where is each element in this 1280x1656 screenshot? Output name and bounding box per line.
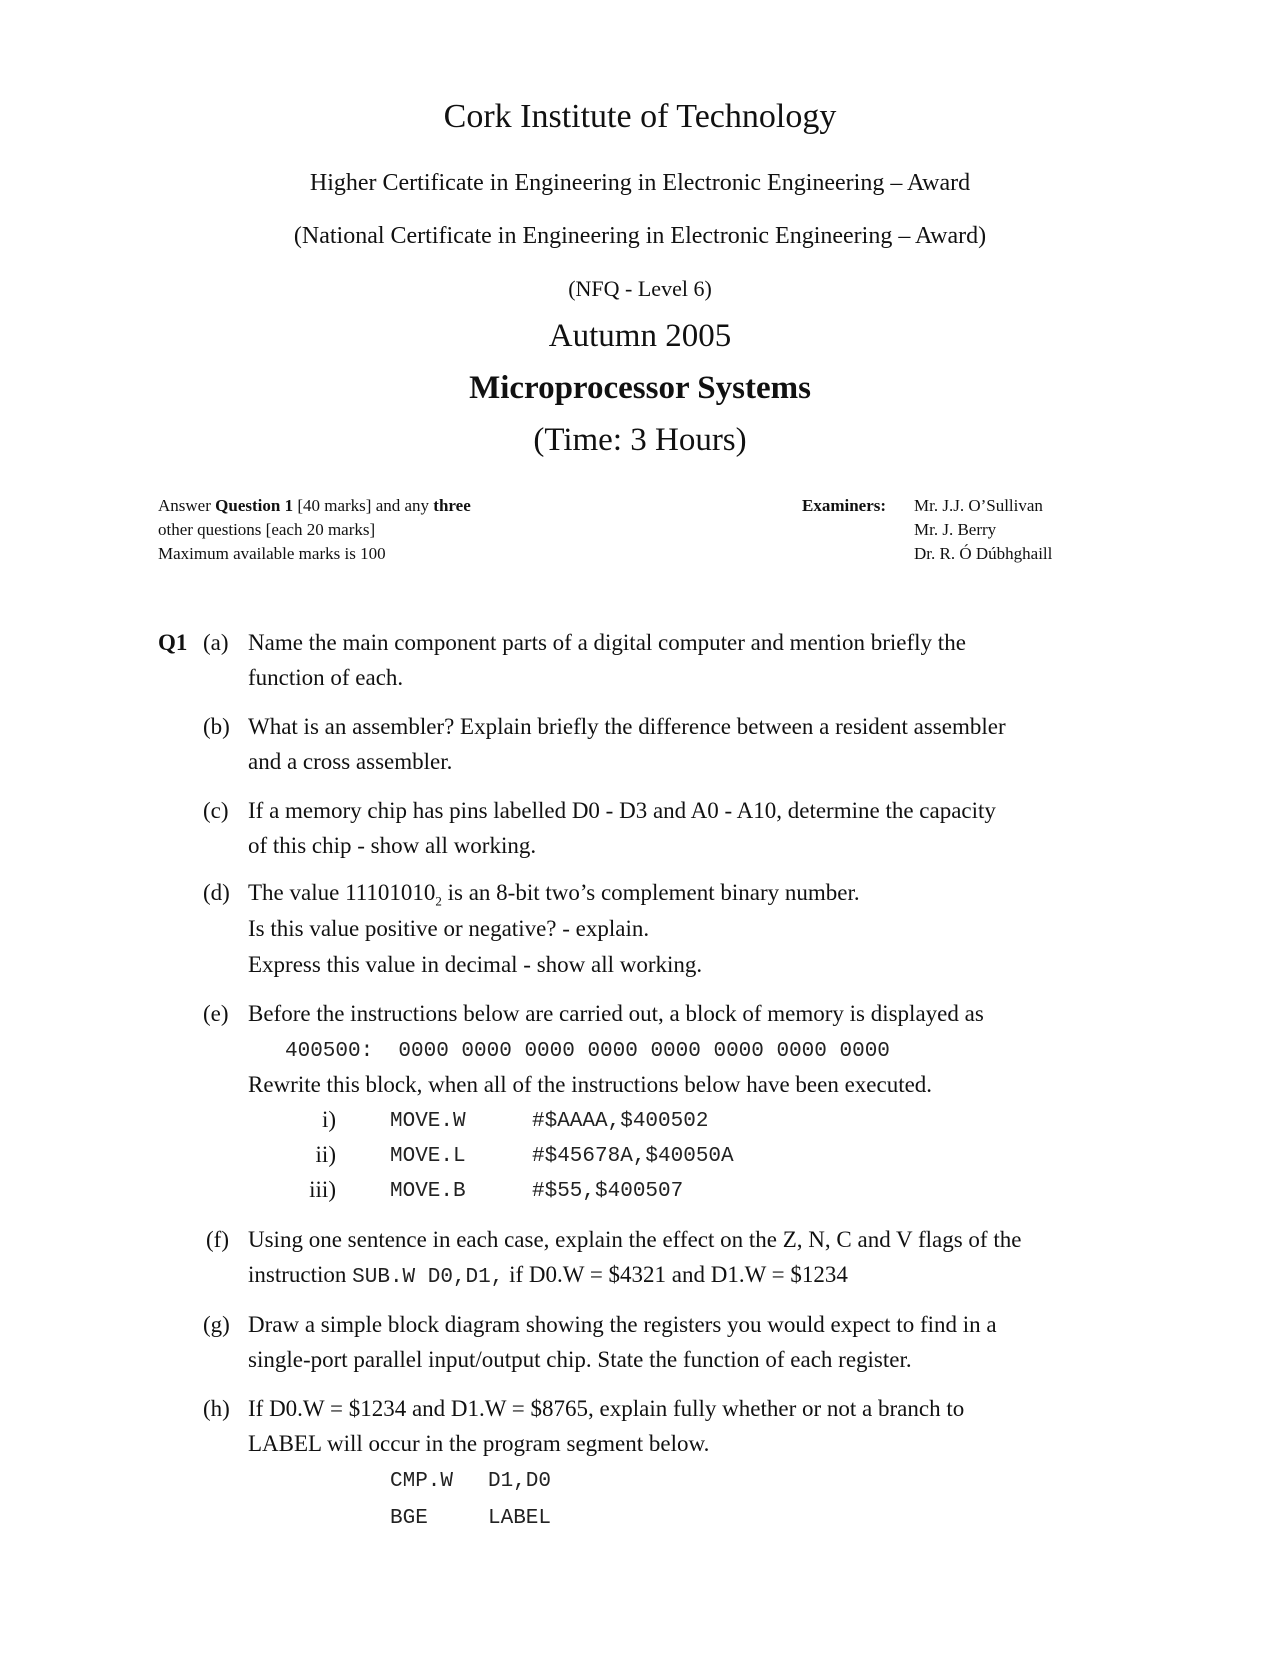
memory-block: 400500: 0000 0000 0000 0000 0000 0000 0000 0000 [285, 1040, 890, 1063]
base-subscript: 2 [435, 893, 442, 909]
part-c-line-1: If a memory chip has pins labelled D0 - D3 and A0 - A10, determine the capacity [248, 798, 996, 823]
examiner-name: Mr. J. Berry [914, 520, 997, 539]
program-opcode: BGE [390, 1507, 428, 1530]
part-label-d: (d) [203, 880, 230, 905]
part-d-text: is an 8-bit two’s complement binary number. [441, 880, 860, 905]
part-label-h: (h) [203, 1396, 230, 1421]
instruction-opcode: MOVE.B [390, 1180, 466, 1203]
part-label-a: (a) [203, 630, 229, 655]
part-f-line-2 [248, 1262, 848, 1289]
part-label-g: (g) [203, 1312, 230, 1337]
instruction-operands: #$AAAA,$400502 [532, 1110, 709, 1133]
part-h-line-1: If D0.W = $1234 and D1.W = $8765, explain fully whether or not a branch to [248, 1396, 965, 1421]
part-d-line-3: Express this value in decimal - show all working. [248, 952, 703, 977]
instr-question-ref: Question 1 [215, 496, 294, 515]
programme-title: Higher Certificate in Engineering in Electronic Engineering – Award [309, 170, 971, 196]
part-label-c: (c) [203, 798, 229, 823]
program-operands: D1,D0 [488, 1470, 552, 1493]
exam-duration: (Time: 3 Hours) [533, 422, 747, 458]
instructions-line-3: Maximum available marks is 100 [158, 544, 386, 563]
part-g-line-1: Draw a simple block diagram showing the registers you would expect to find in a [248, 1312, 997, 1337]
instruction-number: i) [321, 1107, 336, 1132]
nfq-level: (NFQ - Level 6) [568, 276, 712, 301]
institute-title: Cork Institute of Technology [443, 98, 837, 135]
part-e-line-1: Before the instructions below are carried out, a block of memory is displayed as [248, 1001, 984, 1026]
part-e-line-2: Rewrite this block, when all of the instructions below have been executed. [248, 1072, 933, 1097]
program-operands: LABEL [488, 1507, 552, 1530]
part-d-line-1 [248, 880, 860, 910]
examiners-label: Examiners: [802, 496, 887, 515]
part-f-text: instruction [248, 1262, 353, 1287]
part-d-text: The value 11101010 [248, 880, 436, 905]
instruction-operands: #$55,$400507 [532, 1180, 684, 1203]
part-b-line-1: What is an assembler? Explain briefly the difference between a resident assembler [248, 714, 1006, 739]
programme-alt-title: (National Certificate in Engineering in Electronic Engineering – Award) [293, 223, 987, 249]
part-h-line-2: LABEL will occur in the program segment below. [248, 1431, 710, 1456]
instructions-line-1 [158, 494, 471, 518]
examiner-name: Mr. J.J. O’Sullivan [914, 496, 1043, 515]
sub-instruction-code: SUB.W D0,D1, [352, 1266, 504, 1289]
instr-three: three [433, 496, 471, 515]
instruction-number: iii) [309, 1177, 336, 1202]
instruction-opcode: MOVE.L [390, 1145, 466, 1168]
part-label-f: (f) [206, 1227, 229, 1252]
instruction-number: ii) [315, 1142, 336, 1167]
instr-text: Answer [158, 496, 216, 515]
instr-text: [40 marks] and any [293, 496, 434, 515]
part-f-line-1: Using one sentence in each case, explain the effect on the Z, N, C and V flags of the [248, 1227, 1022, 1252]
part-a-line-2: function of each. [248, 665, 404, 690]
part-label-b: (b) [203, 714, 230, 739]
instruction-operands: #$45678A,$40050A [532, 1145, 734, 1168]
program-opcode: CMP.W [390, 1470, 454, 1493]
part-c-line-2: of this chip - show all working. [248, 833, 537, 858]
instructions-line-2: other questions [each 20 marks] [158, 520, 376, 539]
part-g-line-2: single-port parallel input/output chip. State the function of each register. [248, 1347, 912, 1372]
subject-title: Microprocessor Systems [469, 370, 811, 406]
part-f-text: if D0.W = $4321 and D1.W = $1234 [503, 1262, 848, 1287]
part-b-line-2: and a cross assembler. [248, 749, 453, 774]
part-label-e: (e) [203, 1001, 229, 1026]
exam-session: Autumn 2005 [548, 318, 732, 354]
instruction-opcode: MOVE.W [390, 1110, 466, 1133]
part-d-line-2: Is this value positive or negative? - explain. [248, 916, 650, 941]
question-number: Q1 [158, 630, 188, 655]
examiner-name: Dr. R. Ó Dúbhghaill [914, 544, 1053, 563]
part-a-line-1: Name the main component parts of a digital computer and mention briefly the [248, 630, 966, 655]
